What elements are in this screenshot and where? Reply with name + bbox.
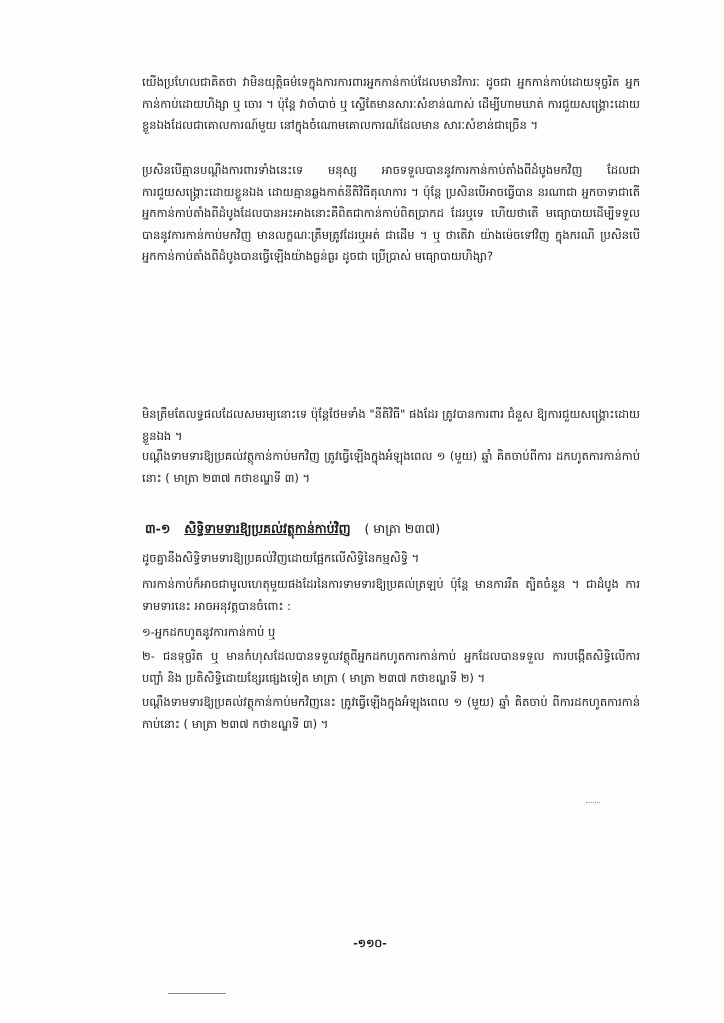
paragraph-3-text: មិនត្រឹមតែលទ្ធផលដែលសមរម្យនោះទេ ប៉ុន្តែថែមទាំង "នីតិវិធី" ផងដែរ ត្រូវបានការពារ ជំនួស ឱ្យការជួយសង្គ្រោះដោយខ្លួនឯង ។ [142, 407, 640, 443]
paragraph-2-text: ប្រសិនបើគ្មានបណ្តឹងការពារទាំងនេះទេ មនុស្ស អាចទទួលបាននូវការកាន់កាប់តាំងពីដំបូងមកវិញ ដែលជាការជួយសង្គ្រោះដោយខ្លួនឯង ដោយគ្មានឆ្លងកាត់នីតិវិធីតុលាការ ។ ប៉ុន្តែ ប្រសិនបើអាចធ្វើបាន នរណាជា អ្នកចាទាជាតើ អ្នកកាន់កាប់តាំងពីដំបូងដែលបានអះអាងនោះគឺពិតជាកាន់កាប់ពិតប្រាកដ ដែរឬទេ ហើយថាតើ មធ្យោបាយដើម្បីទទួលបាននូវការកាន់កាប់មកវិញ មានលក្ខណៈត្រឹមត្រូវដែរឬអត់ ជាដើម ។ ឬ ថាតើវា យ៉ាងម៉េចទៅវិញ ក្នុងករណី ប្រសិនបើ អ្នកកាន់កាប់តាំងពីដំបូងបានធ្វើឡើងយ៉ាងធ្ងន់ធ្ងរ ដូចជា ប្រើប្រាស់ មធ្យោបាយហិង្សា? [142, 163, 640, 263]
section-paragraph-2 [142, 574, 640, 617]
scan-speck [586, 802, 600, 805]
section-reference: ( មាត្រា ២៣៧) [364, 521, 441, 536]
paragraph-4-text: បណ្តឹងទាមទារឱ្យប្រគល់វត្ថុកាន់កាប់មកវិញ ត្រូវធ្វើឡើងក្នុងអំឡុងពេល ១ (មួយ) ឆ្នាំ គិតចាប់ពីការ ដកហូតការកាន់កាប់នោះ ( មាត្រា ២៣៧ កថាខណ្ឌទី ៣) ។ [142, 449, 640, 485]
paragraph-2 [142, 160, 640, 268]
section-paragraph-2-text: ការកាន់កាប់ក៏អាចជាមូលហេតុមួយផងដែរនៃការទាមទារឱ្យប្រគល់ត្រឡប់ ប៉ុន្តែ មានការរឹត ត្បិតចំនួន ។ ជាដំបូង ការទាមទារនេះ អាចអនុវត្តបានចំពោះ : [142, 577, 640, 613]
section-paragraph-1 [142, 548, 640, 570]
paragraph-3 [142, 404, 640, 447]
list-item-1-text: ១-អ្នកដកហូតនូវការកាន់កាប់ ឬ [142, 625, 276, 639]
section-paragraph-1-text: ដូចគ្នានឹងសិទ្ធិទាមទារឱ្យប្រគល់វិញដោយផ្អែកលើសិទ្ធិនៃកម្មសិទ្ធិ ។ [142, 551, 420, 565]
list-item-1 [142, 622, 640, 644]
footer-rule [168, 993, 226, 994]
paragraph-1 [142, 72, 640, 137]
section-title: សិទ្ធិទាមទារឱ្យប្រគល់វត្ថុកាន់កាប់វិញ [184, 521, 351, 536]
list-item-2 [142, 646, 640, 689]
section-heading [145, 520, 640, 538]
section-paragraph-3-text: បណ្តឹងទាមទារឱ្យប្រគល់វត្ថុកាន់កាប់មកវិញនេះ ត្រូវធ្វើឡើងក្នុងអំឡុងពេល ១ (មួយ) ឆ្នាំ គិតចាប់ ពីការដកហូតការកាន់កាប់នោះ ( មាត្រា ២៣៧ កថាខណ្ឌទី ៣) ។ [142, 695, 640, 731]
page-number: -១១០- [353, 937, 387, 950]
paragraph-1-text: យើងប្រហែលជាគិតថា វាមិនយុត្តិធម៌ទេក្នុងការការពារអ្នកកាន់កាប់ដែលមានវិការៈ ដូចជា អ្នកកាន់កាប់ដោយទុច្ចរិត អ្នកកាន់កាប់ដោយហិង្សា ឬ ចោរ ។ ប៉ុន្តែ វាចាំបាច់ ឬ ស្ទើតែមានសារៈសំខាន់ណាស់ ដើម្បីហាមឃាត់ ការជួយសង្គ្រោះដោយខ្លួនឯងដែលជាគោលការណ៍មួយ នៅក្នុងចំណោមគោលការណ៍ដែលមាន សារៈសំខាន់ជាច្រើន ។ [142, 75, 640, 132]
list-item-2-text: ២- ជនទុច្ចរិត ឬ មានកំហុសដែលបានទទួលវត្ថុពីអ្នកដកហូតការកាន់កាប់ អ្នកដែលបានទទួល ការបង្កើតសិទ្ធិលើការបញ្ចាំ និង ប្រតិសិទ្ធិដោយខ្សែរផ្សេងទៀត មាត្រា ( មាត្រា ២៣៧ កថាខណ្ឌទី ២) ។ [142, 649, 640, 685]
section-paragraph-3 [142, 692, 640, 735]
section-number: ៣-១ [145, 521, 171, 536]
paragraph-4 [142, 446, 640, 489]
